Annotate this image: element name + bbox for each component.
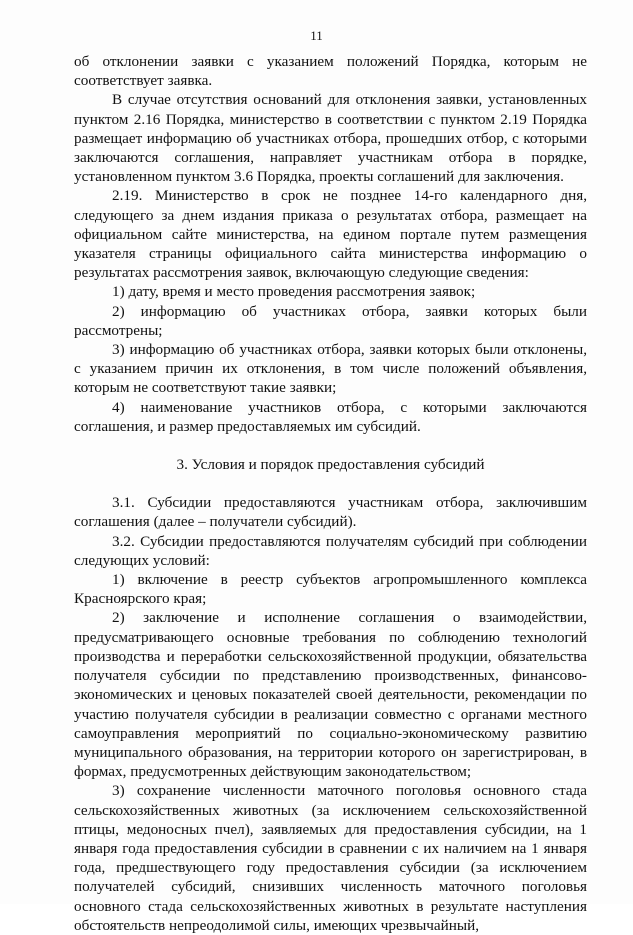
- list-item: 2) информацию об участниках отбора, заявки которых были рассмотрены;: [74, 302, 587, 339]
- paragraph: 3.1. Субсидии предоставляются участникам отбора, заключившим соглашения (далее – получатели субсидий).: [74, 494, 587, 531]
- paragraph: В случае отсутствия оснований для отклонения заявки, установленных пунктом 2.16 Порядка, министерство в соответствии с пунктом 2.19 Порядка размещает информацию об участниках отбора, прошедших отбор, с которыми заключаются соглашения, направляет участникам отбора в порядке, установленном пунктом 3.6 Порядка, проекты соглашений для заключения.: [74, 91, 587, 186]
- paragraph: 2.19. Министерство в срок не позднее 14-го календарного дня, следующего за днем издания приказа о результатах отбора, размещает на официальном сайте министерства, на едином портале путем размещения указателя страницы официального сайта министерства информацию о результатах рассмотрения заявок, включающую следующие сведения:: [74, 187, 587, 282]
- list-item: 2) заключение и исполнение соглашения о взаимодействии, предусматривающего основные требования по соблюдению технологий производства и переработки сельскохозяйственной продукции, обязательства получателя субсидии по представлению производственных, финансово-экономических и ценовых показателей своей деятельности, рекомендации по участию получателя субсидии в реализации совместно с органами местного самоуправления мероприятий по социально-экономическому развитию муниципального образования, на территории которого он зарегистрирован, в формах, предусмотренных действующим законодательством;: [74, 609, 587, 781]
- paragraph: 3.2. Субсидии предоставляются получателям субсидий при соблюдении следующих условий:: [74, 532, 587, 569]
- document-body: [74, 52, 587, 935]
- list-item: 1) дату, время и место проведения рассмотрения заявок;: [112, 283, 476, 301]
- section-heading: 3. Условия и порядок предоставления субсидий: [176, 456, 485, 474]
- paragraph: об отклонении заявки с указанием положений Порядка, которым не соответствует заявка.: [74, 53, 587, 90]
- list-item: 1) включение в реестр субъектов агропромышленного комплекса Красноярского края;: [74, 571, 587, 608]
- list-item: 4) наименование участников отбора, с которыми заключаются соглашения, и размер предоставляемых им субсидий.: [74, 398, 587, 435]
- list-item: 3) информацию об участниках отбора, заявки которых были отклонены, с указанием причин их отклонения, в том числе положений объявления, которым не соответствуют такие заявки;: [74, 341, 587, 397]
- list-item: 3) сохранение численности маточного поголовья основного стада сельскохозяйственных животных (за исключением сельскохозяйственной птицы, медоносных пчел), заявляемых для предоставления субсидии, на 1 января года предоставления субсидии в сравнении с их наличием на 1 января года, предшествующего году предоставления субсидии (за исключением получателей субсидий, снизивших численность маточного поголовья основного стада сельскохозяйственных животных в результате наступления обстоятельств непреодолимой силы, имеющих чрезвычайный,: [74, 782, 587, 934]
- page-number: 11: [310, 28, 323, 43]
